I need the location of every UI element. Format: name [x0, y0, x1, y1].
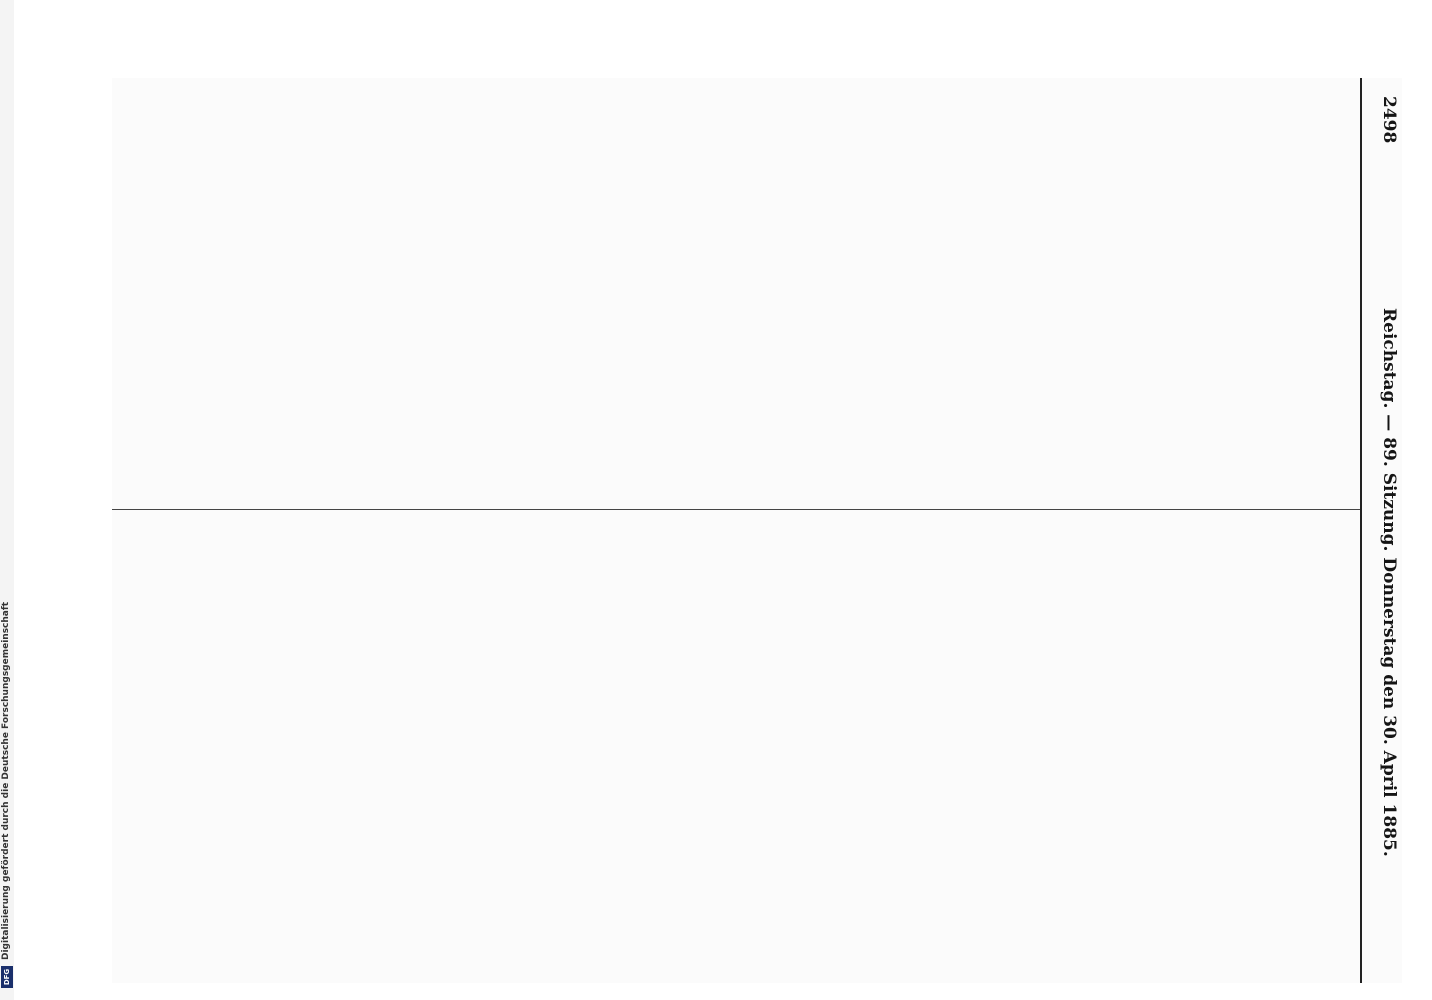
left-column [112, 78, 1360, 506]
digitization-note: Digitalisierung gefördert durch die Deutsche Forschungsgemeinschaft [1, 601, 11, 960]
left-column-text [120, 84, 1352, 502]
right-column [112, 514, 1360, 979]
right-column-text [120, 520, 1352, 975]
running-header: Reichstag. — 89. Sitzung. Donnerstag den 30. April 1885. [1379, 308, 1399, 857]
footer-strip [0, 0, 14, 1000]
page-number: 2498 [1379, 96, 1399, 144]
dfg-logo-text: DFG [3, 968, 11, 986]
column-divider [112, 509, 1360, 510]
header-rule [1360, 78, 1362, 983]
dfg-logo [1, 966, 13, 988]
page [112, 78, 1402, 983]
